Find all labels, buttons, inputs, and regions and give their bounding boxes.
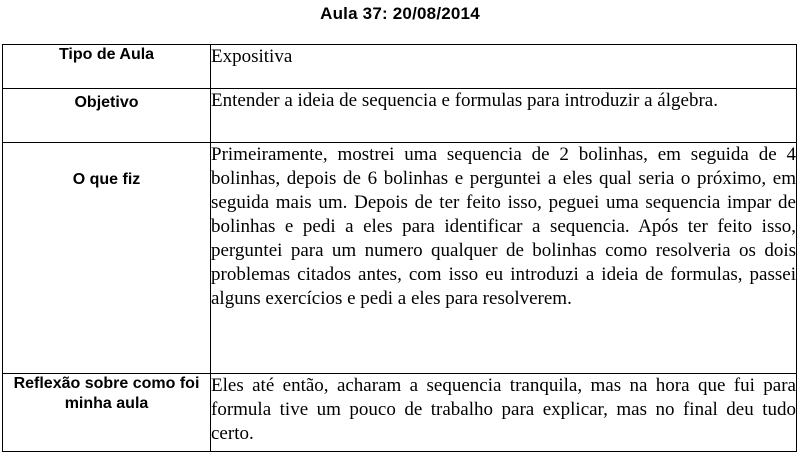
row-label: Reflexão sobre como foi minha aula bbox=[3, 374, 211, 452]
row-label: Tipo de Aula bbox=[3, 45, 211, 89]
table-row-o-que-fiz bbox=[3, 143, 797, 374]
table-row-tipo-de-aula bbox=[3, 45, 797, 89]
row-label: O que fiz bbox=[3, 143, 211, 374]
row-value: Entender a ideia de sequencia e formulas para introduzir a álgebra. bbox=[211, 89, 797, 143]
row-value: Eles até então, acharam a sequencia tranquila, mas na hora que fui para formula tive um pouco de trabalho para explicar, mas no final deu tudo certo. bbox=[211, 374, 797, 452]
page-title: Aula 37: 20/08/2014 bbox=[320, 4, 480, 23]
row-label: Objetivo bbox=[3, 89, 211, 143]
row-value: Expositiva bbox=[211, 45, 797, 89]
table-row-reflexao bbox=[3, 374, 797, 452]
lesson-table bbox=[2, 44, 797, 452]
table-row-objetivo bbox=[3, 89, 797, 143]
row-value: Primeiramente, mostrei uma sequencia de 2 bolinhas, em seguida de 4 bolinhas, depois de 6 bolinhas e perguntei a eles qual seria o próximo, em seguida mais um. Depois de ter feito isso, peguei uma sequencia impar de bolinhas e pedi a eles para identificar a sequencia. Após ter feito isso, perguntei para um numero qualquer de bolinhas como resolveria os dois problemas citados antes, com isso eu introduzi a ideia de formulas, passei alguns exercícios e pedi a eles para resolverem. bbox=[211, 143, 797, 374]
